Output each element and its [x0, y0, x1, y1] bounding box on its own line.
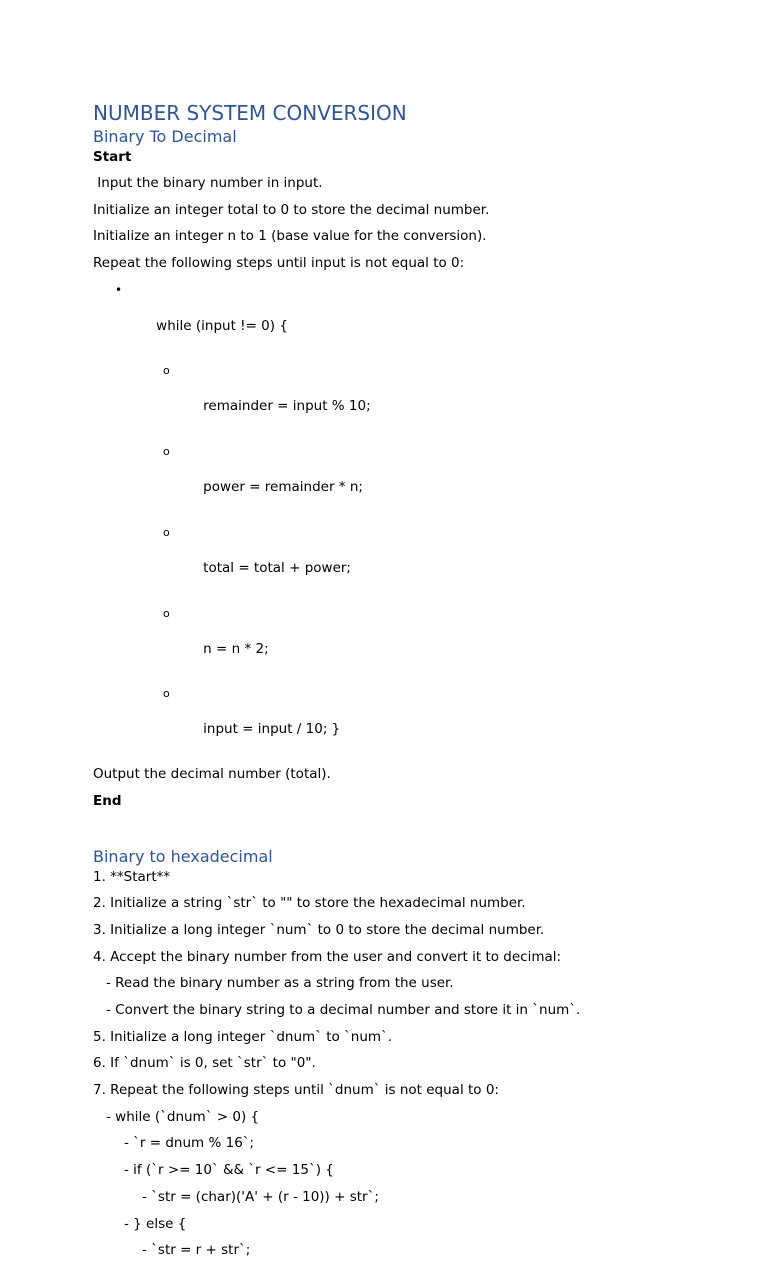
hex-step-line: 7. Repeat the following steps until `dnum` is not equal to 0: [93, 1082, 499, 1099]
hex-step-line: 3. Initialize a long integer `num` to 0 to store the decimal number. [93, 921, 545, 938]
sub-item-text: power = remainder * n; [203, 479, 363, 496]
bullet-text: while (input != 0) { [156, 317, 288, 334]
step-line: Initialize an integer n to 1 (base value for the conversion). [93, 228, 487, 245]
sub-bullet-marker: o [163, 687, 170, 701]
hex-step-line: 5. Initialize a long integer `dnum` to `num`. [93, 1028, 393, 1045]
hex-step-line: - Convert the binary string to a decimal number and store it in `num`. [106, 1002, 581, 1018]
sub-list-item [93, 442, 728, 514]
section-heading-binary-to-decimal: Binary To Decimal [93, 127, 237, 146]
step-line: Repeat the following steps until input is not equal to 0: [93, 255, 465, 272]
sub-bullet-marker: o [163, 606, 170, 620]
document-page [93, 100, 728, 1268]
bullet-marker: • [115, 282, 123, 297]
step-line: Initialize an integer total to 0 to store the decimal number. [93, 201, 490, 218]
hex-step-line: - if (`r >= 10` && `r <= 15`) { [124, 1162, 334, 1179]
section-spacer [93, 818, 728, 846]
sub-list-item [93, 523, 728, 595]
hex-step-line: - while (`dnum` > 0) { [106, 1108, 260, 1125]
sub-bullet-marker: o [163, 364, 170, 378]
hex-step-line: 6. If `dnum` is 0, set `str` to "0". [93, 1055, 316, 1072]
hex-step-line: 1. **Start** [93, 869, 171, 886]
sub-item-text: n = n * 2; [203, 640, 269, 657]
sub-list-item [93, 361, 728, 433]
sub-list-item [93, 684, 728, 756]
bullet-item [93, 281, 728, 353]
start-label: Start [93, 149, 132, 165]
sub-bullet-marker: o [163, 445, 170, 459]
output-line: Output the decimal number (total). [93, 765, 331, 782]
sub-bullet-marker: o [163, 525, 170, 539]
sub-item-text: remainder = input % 10; [203, 398, 371, 415]
hex-step-line: 2. Initialize a string `str` to "" to store the hexadecimal number. [93, 895, 526, 912]
hex-step-line: - `r = dnum % 16`; [124, 1135, 255, 1152]
hex-step-line: - Read the binary number as a string from the user. [106, 975, 454, 992]
sub-list-item [93, 604, 728, 676]
sub-item-text: total = total + power; [203, 559, 351, 576]
sub-item-text: input = input / 10; } [203, 721, 341, 738]
document-title: NUMBER SYSTEM CONVERSION [93, 101, 407, 125]
hex-step-line: - `str = r + str`; [142, 1242, 251, 1259]
hex-step-line: 4. Accept the binary number from the user and convert it to decimal: [93, 948, 562, 965]
hex-step-line: - `str = (char)('A' + (r - 10)) + str`; [142, 1188, 379, 1205]
step-line: Input the binary number in input. [93, 175, 323, 191]
section-heading-binary-to-hexadecimal: Binary to hexadecimal [93, 847, 273, 867]
end-label: End [93, 792, 122, 809]
hex-step-line: - } else { [124, 1215, 187, 1232]
